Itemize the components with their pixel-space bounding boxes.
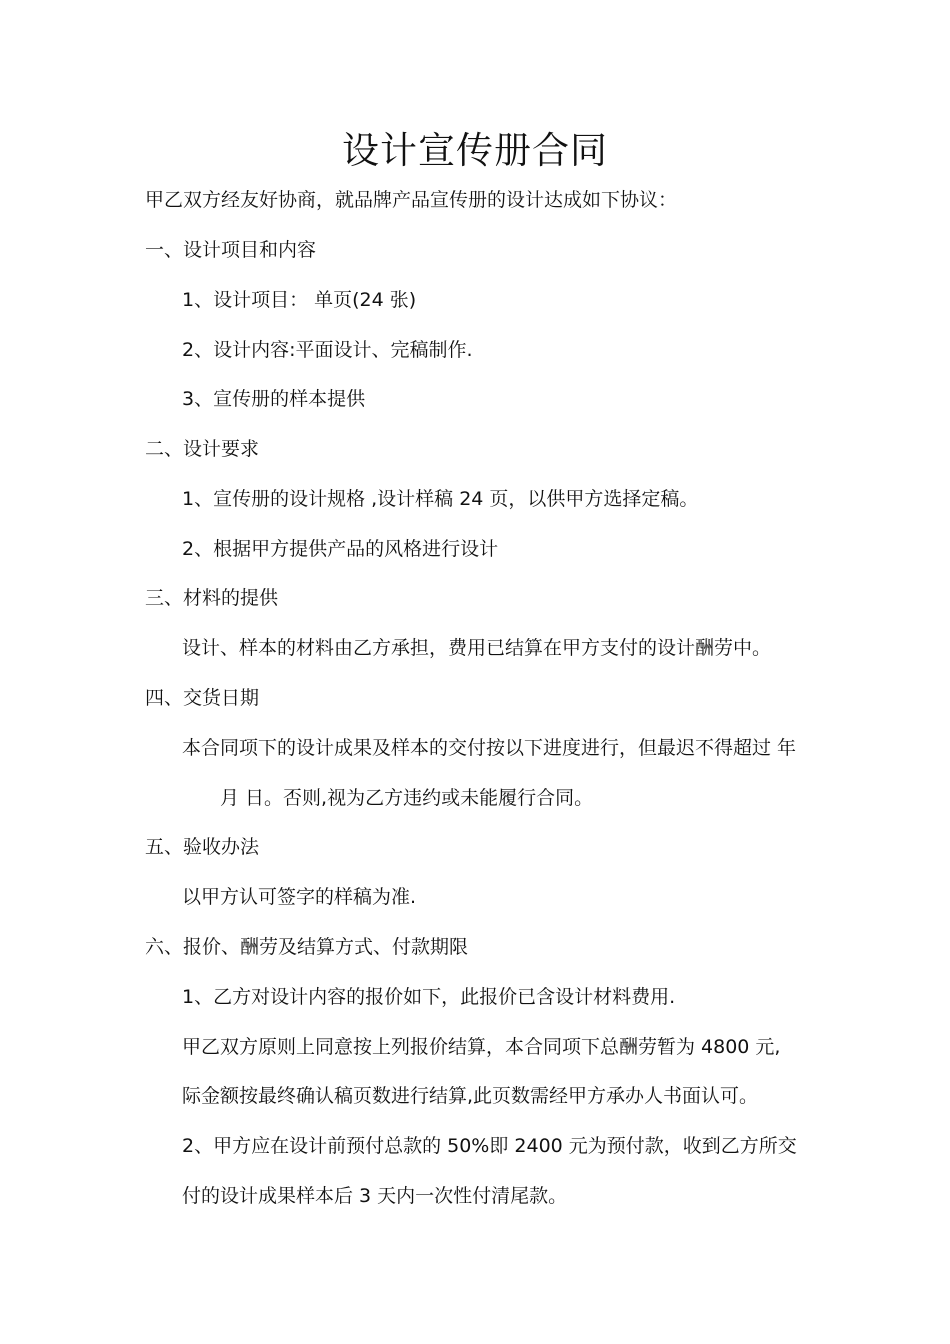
item-design-style: 2、根据甲方提供产品的风格进行设计: [182, 538, 499, 560]
item-final-settlement: 际金额按最终确认稿页数进行结算,此页数需经甲方承办人书面认可。: [182, 1085, 759, 1107]
section-heading-delivery-date: 四、交货日期: [145, 687, 260, 709]
section-heading-design-items: 一、设计项目和内容: [145, 239, 317, 261]
item-design-content: 2、设计内容:平面设计、完稿制作.: [182, 339, 473, 361]
item-delivery-breach: 月 日。否则,视为乙方违约或未能履行合同。: [220, 787, 594, 809]
item-materials-cost: 设计、样本的材料由乙方承担，费用已结算在甲方支付的设计酬劳中。: [182, 637, 772, 659]
section-heading-payment: 六、报价、酬劳及结算方式、付款期限: [145, 936, 469, 958]
intro-paragraph: 甲乙双方经友好协商，就品牌产品宣传册的设计达成如下协议：: [145, 189, 678, 211]
section-heading-acceptance: 五、验收办法: [145, 836, 260, 858]
item-sample-provision: 3、宣传册的样本提供: [182, 388, 366, 410]
item-prepayment: 2、甲方应在设计前预付总款的 50%即 2400 元为预付款，收到乙方所交: [182, 1135, 797, 1157]
section-heading-design-requirements: 二、设计要求: [145, 438, 260, 460]
section-heading-materials: 三、材料的提供: [145, 587, 279, 609]
item-quote: 1、乙方对设计内容的报价如下，此报价已含设计材料费用.: [182, 986, 676, 1008]
item-acceptance-criteria: 以甲方认可签字的样稿为准.: [182, 886, 417, 908]
item-final-payment: 付的设计成果样本后 3 天内一次性付清尾款。: [182, 1185, 568, 1207]
item-design-project: 1、设计项目： 单页(24 张): [182, 289, 417, 311]
document-title: 设计宣传册合同: [342, 129, 608, 172]
item-total-fee: 甲乙双方原则上同意按上列报价结算，本合同项下总酬劳暂为 4800 元,: [182, 1036, 781, 1058]
item-design-spec: 1、宣传册的设计规格 ,设计样稿 24 页，以供甲方选择定稿。: [182, 488, 699, 510]
item-delivery-schedule: 本合同项下的设计成果及样本的交付按以下进度进行，但最迟不得超过 年: [182, 737, 797, 759]
